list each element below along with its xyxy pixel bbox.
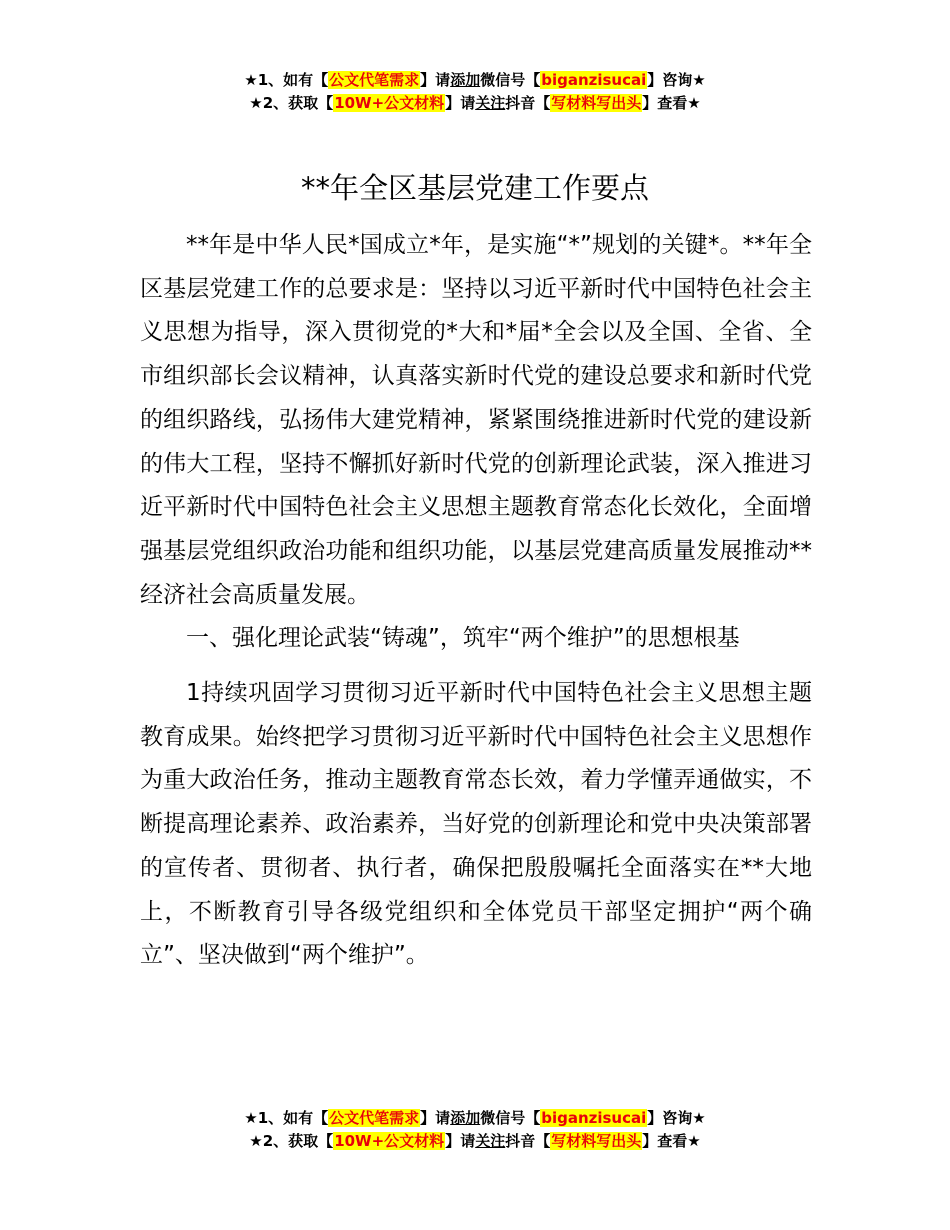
highlight-wechat-id: biganzisucai bbox=[541, 71, 647, 89]
highlight-douyin: 写材料写出头 bbox=[551, 94, 642, 112]
body-paragraph-1: 1持续巩固学习贯彻习近平新时代中国特色社会主义思想主题教育成果。始终把学习贯彻习近平新时代中国特色社会主义思想作为重大政治任务，推动主题教育常态长效，着力学懂弄通做实，不断提高理论素养、政治素养，当好党的创新理论和党中央决策部署的宣传者、贯彻者、执行者，确保把殷殷嘱托全面落实在**大地上，不断教育引导各级党组织和全体党员干部坚定拥护“两个确立”、坚决做到“两个维护”。 bbox=[140, 680, 812, 969]
highlight-douyin: 写材料写出头 bbox=[551, 1132, 642, 1150]
header-banner bbox=[0, 69, 950, 115]
section-heading-1: 一、强化理论武装“铸魂”，筑牢“两个维护”的思想根基 bbox=[186, 625, 740, 652]
intro-paragraph: **年是中华人民*国成立*年，是实施“*”规划的关键*。**年全区基层党建工作的总要求是：坚持以习近平新时代中国特色社会主义思想为指导，深入贯彻党的*大和*届*全会以及全国、全省、全市组织部长会议精神，认真落实新时代党的建设总要求和新时代党的组织路线，弘扬伟大建党精神，紧紧围绕推进新时代党的建设新的伟大工程，坚持不懈抓好新时代党的创新理论武装，深入推进习近平新时代中国特色社会主义思想主题教育常态化长效化，全面增强基层党组织政治功能和组织功能，以基层党建高质量发展推动**经济社会高质量发展。 bbox=[140, 232, 812, 608]
highlight-service: 公文代笔需求 bbox=[329, 1109, 420, 1127]
highlight-wechat-id: biganzisucai bbox=[541, 1109, 647, 1127]
footer-banner bbox=[0, 1107, 950, 1153]
highlight-service: 公文代笔需求 bbox=[329, 71, 420, 89]
highlight-materials: 10W+公文材料 bbox=[334, 1132, 445, 1150]
document-body bbox=[140, 224, 812, 978]
document-title: **年全区基层党建工作要点 bbox=[300, 171, 649, 205]
banner-line-1: ★1、如有【公文代笔需求】请添加微信号【biganzisucai】咨询★ bbox=[244, 1109, 706, 1127]
banner-line-2: ★2、获取【10W+公文材料】请关注抖音【写材料写出头】查看★ bbox=[249, 94, 701, 112]
banner-line-2: ★2、获取【10W+公文材料】请关注抖音【写材料写出头】查看★ bbox=[249, 1132, 701, 1150]
banner-line-1: ★1、如有【公文代笔需求】请添加微信号【biganzisucai】咨询★ bbox=[244, 71, 706, 89]
highlight-materials: 10W+公文材料 bbox=[334, 94, 445, 112]
